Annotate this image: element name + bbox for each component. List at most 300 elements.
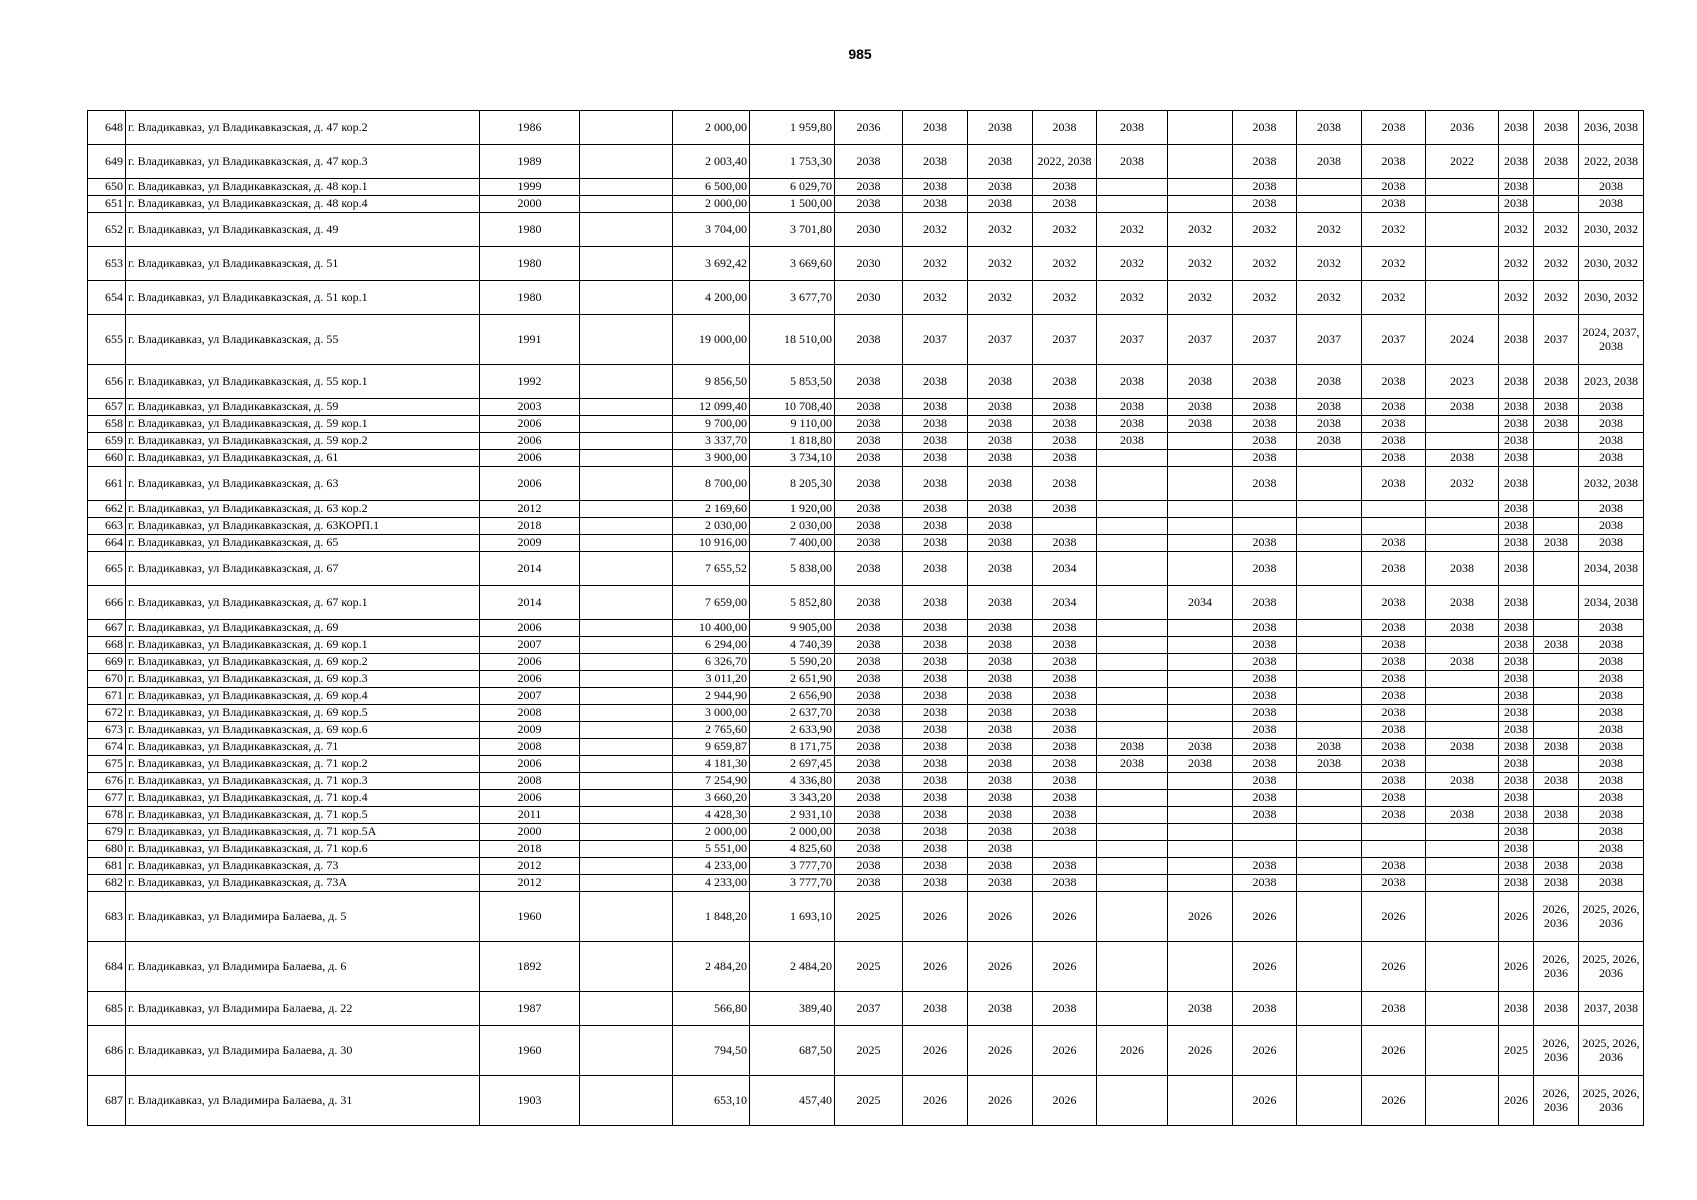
year-col-13-cell: 2022, 2038	[1579, 145, 1644, 179]
area-living-cell: 2 651,90	[750, 671, 835, 688]
year-col-8-cell	[1297, 875, 1362, 892]
year-col-6-cell	[1168, 705, 1233, 722]
year-col-11-cell: 2038	[1499, 620, 1534, 637]
area-total-cell: 3 000,00	[673, 705, 750, 722]
year-col-9-cell	[1362, 824, 1426, 841]
year-col-4-cell	[1033, 518, 1097, 535]
year-col-10-cell: 2023	[1426, 365, 1499, 399]
year-col-1-cell: 2038	[835, 586, 903, 620]
area-total-cell: 5 551,00	[673, 841, 750, 858]
year-col-8-cell	[1297, 637, 1362, 654]
year-col-10-cell	[1426, 281, 1499, 315]
year-col-10-cell: 2024	[1426, 315, 1499, 365]
year-col-13-cell: 2032, 2038	[1579, 467, 1644, 501]
year-col-1-cell: 2038	[835, 824, 903, 841]
year-col-8-cell	[1297, 790, 1362, 807]
year-col-10-cell: 2038	[1426, 654, 1499, 671]
row-number-cell: 685	[88, 992, 126, 1026]
year-col-10-cell: 2038	[1426, 620, 1499, 637]
year-col-13-cell: 2038	[1579, 196, 1644, 213]
area-total-cell: 2 000,00	[673, 111, 750, 145]
page-number: 985	[848, 46, 872, 62]
build-year-cell: 2014	[480, 586, 580, 620]
year-col-9-cell: 2038	[1362, 433, 1426, 450]
table-row	[88, 824, 1644, 841]
year-col-6-cell: 2038	[1168, 416, 1233, 433]
table-row	[88, 196, 1644, 213]
year-col-7-cell: 2038	[1233, 739, 1297, 756]
year-col-3-cell: 2038	[968, 179, 1033, 196]
year-col-1-cell: 2038	[835, 467, 903, 501]
year-col-10-cell: 2036	[1426, 111, 1499, 145]
area-living-cell: 3 777,70	[750, 858, 835, 875]
year-col-3-cell: 2038	[968, 722, 1033, 739]
area-living-cell: 9 905,00	[750, 620, 835, 637]
area-living-cell: 457,40	[750, 1076, 835, 1126]
year-col-8-cell	[1297, 824, 1362, 841]
year-col-3-cell: 2038	[968, 807, 1033, 824]
year-col-7-cell: 2038	[1233, 654, 1297, 671]
year-col-3-cell: 2038	[968, 756, 1033, 773]
year-col-9-cell: 2038	[1362, 450, 1426, 467]
year-col-11-cell: 2026	[1499, 892, 1534, 942]
address-cell: г. Владикавказ, ул Владикавказская, д. 63КОРП.1	[126, 518, 480, 535]
area-living-cell: 2 931,10	[750, 807, 835, 824]
year-col-4-cell: 2038	[1033, 671, 1097, 688]
year-col-10-cell: 2038	[1426, 552, 1499, 586]
year-col-11-cell: 2038	[1499, 841, 1534, 858]
empty-col-cell	[580, 501, 673, 518]
year-col-11-cell: 2038	[1499, 501, 1534, 518]
year-col-1-cell: 2038	[835, 858, 903, 875]
area-living-cell: 4 336,80	[750, 773, 835, 790]
year-col-1-cell: 2038	[835, 722, 903, 739]
year-col-12-cell: 2038	[1534, 111, 1579, 145]
year-col-9-cell: 2038	[1362, 586, 1426, 620]
year-col-2-cell: 2038	[903, 756, 968, 773]
year-col-7-cell: 2037	[1233, 315, 1297, 365]
year-col-10-cell	[1426, 756, 1499, 773]
area-total-cell: 2 944,90	[673, 688, 750, 705]
table-row	[88, 739, 1644, 756]
area-total-cell: 4 181,30	[673, 756, 750, 773]
year-col-6-cell	[1168, 196, 1233, 213]
empty-col-cell	[580, 196, 673, 213]
area-living-cell: 2 637,70	[750, 705, 835, 722]
year-col-9-cell: 2038	[1362, 807, 1426, 824]
row-number-cell: 681	[88, 858, 126, 875]
year-col-12-cell	[1534, 196, 1579, 213]
year-col-9-cell: 2026	[1362, 1076, 1426, 1126]
build-year-cell: 2000	[480, 824, 580, 841]
year-col-10-cell	[1426, 705, 1499, 722]
build-year-cell: 2018	[480, 841, 580, 858]
build-year-cell: 2012	[480, 875, 580, 892]
year-col-10-cell: 2038	[1426, 586, 1499, 620]
year-col-7-cell: 2026	[1233, 1076, 1297, 1126]
year-col-4-cell: 2038	[1033, 620, 1097, 637]
year-col-3-cell: 2026	[968, 892, 1033, 942]
year-col-3-cell: 2038	[968, 416, 1033, 433]
year-col-6-cell	[1168, 671, 1233, 688]
year-col-11-cell: 2032	[1499, 281, 1534, 315]
year-col-10-cell	[1426, 875, 1499, 892]
year-col-2-cell: 2026	[903, 1076, 968, 1126]
year-col-6-cell: 2038	[1168, 399, 1233, 416]
year-col-12-cell	[1534, 790, 1579, 807]
year-col-5-cell	[1097, 722, 1168, 739]
build-year-cell: 1999	[480, 179, 580, 196]
year-col-3-cell: 2038	[968, 111, 1033, 145]
year-col-6-cell	[1168, 467, 1233, 501]
housing-repair-table	[87, 110, 1644, 1126]
year-col-7-cell: 2038	[1233, 773, 1297, 790]
year-col-13-cell: 2034, 2038	[1579, 586, 1644, 620]
year-col-6-cell	[1168, 518, 1233, 535]
area-total-cell: 12 099,40	[673, 399, 750, 416]
empty-col-cell	[580, 450, 673, 467]
year-col-3-cell: 2038	[968, 501, 1033, 518]
year-col-1-cell: 2038	[835, 145, 903, 179]
year-col-9-cell: 2038	[1362, 654, 1426, 671]
year-col-9-cell: 2026	[1362, 1026, 1426, 1076]
year-col-1-cell: 2038	[835, 756, 903, 773]
year-col-6-cell	[1168, 179, 1233, 196]
year-col-2-cell: 2038	[903, 722, 968, 739]
year-col-1-cell: 2030	[835, 247, 903, 281]
year-col-6-cell: 2034	[1168, 586, 1233, 620]
year-col-6-cell	[1168, 111, 1233, 145]
address-cell: г. Владикавказ, ул Владикавказская, д. 47 кор.3	[126, 145, 480, 179]
year-col-6-cell	[1168, 688, 1233, 705]
year-col-13-cell: 2038	[1579, 807, 1644, 824]
table-row	[88, 705, 1644, 722]
table-row	[88, 535, 1644, 552]
year-col-6-cell	[1168, 841, 1233, 858]
year-col-9-cell: 2038	[1362, 179, 1426, 196]
year-col-1-cell: 2038	[835, 790, 903, 807]
table-row	[88, 365, 1644, 399]
area-living-cell: 6 029,70	[750, 179, 835, 196]
row-number-cell: 667	[88, 620, 126, 637]
year-col-4-cell: 2038	[1033, 807, 1097, 824]
year-col-2-cell: 2038	[903, 705, 968, 722]
build-year-cell: 2008	[480, 773, 580, 790]
year-col-12-cell	[1534, 467, 1579, 501]
year-col-8-cell	[1297, 1076, 1362, 1126]
empty-col-cell	[580, 535, 673, 552]
table-row	[88, 416, 1644, 433]
area-total-cell: 19 000,00	[673, 315, 750, 365]
empty-col-cell	[580, 807, 673, 824]
year-col-8-cell	[1297, 654, 1362, 671]
empty-col-cell	[580, 756, 673, 773]
year-col-10-cell	[1426, 247, 1499, 281]
year-col-7-cell: 2026	[1233, 1026, 1297, 1076]
address-cell: г. Владикавказ, ул Владимира Балаева, д. 5	[126, 892, 480, 942]
area-total-cell: 7 254,90	[673, 773, 750, 790]
year-col-10-cell	[1426, 790, 1499, 807]
year-col-11-cell: 2032	[1499, 247, 1534, 281]
area-total-cell: 3 337,70	[673, 433, 750, 450]
year-col-13-cell: 2038	[1579, 722, 1644, 739]
year-col-2-cell: 2038	[903, 399, 968, 416]
year-col-9-cell: 2038	[1362, 722, 1426, 739]
year-col-5-cell	[1097, 450, 1168, 467]
year-col-1-cell: 2038	[835, 739, 903, 756]
year-col-5-cell	[1097, 179, 1168, 196]
year-col-6-cell: 2032	[1168, 247, 1233, 281]
year-col-6-cell: 2032	[1168, 281, 1233, 315]
build-year-cell: 1989	[480, 145, 580, 179]
year-col-10-cell	[1426, 992, 1499, 1026]
year-col-13-cell: 2038	[1579, 671, 1644, 688]
year-col-10-cell: 2032	[1426, 467, 1499, 501]
year-col-3-cell: 2038	[968, 518, 1033, 535]
year-col-2-cell: 2038	[903, 467, 968, 501]
area-living-cell: 1 818,80	[750, 433, 835, 450]
year-col-11-cell: 2038	[1499, 722, 1534, 739]
table-row	[88, 247, 1644, 281]
address-cell: г. Владикавказ, ул Владикавказская, д. 59 кор.1	[126, 416, 480, 433]
area-total-cell: 3 900,00	[673, 450, 750, 467]
year-col-4-cell: 2038	[1033, 790, 1097, 807]
area-living-cell: 3 343,20	[750, 790, 835, 807]
year-col-10-cell	[1426, 841, 1499, 858]
year-col-8-cell	[1297, 858, 1362, 875]
year-col-12-cell: 2032	[1534, 247, 1579, 281]
year-col-6-cell	[1168, 450, 1233, 467]
year-col-13-cell: 2038	[1579, 637, 1644, 654]
year-col-9-cell: 2038	[1362, 773, 1426, 790]
table-row	[88, 518, 1644, 535]
area-total-cell: 653,10	[673, 1076, 750, 1126]
year-col-9-cell: 2038	[1362, 858, 1426, 875]
year-col-10-cell	[1426, 688, 1499, 705]
build-year-cell: 2006	[480, 756, 580, 773]
table-row	[88, 942, 1644, 992]
year-col-8-cell	[1297, 552, 1362, 586]
build-year-cell: 1987	[480, 992, 580, 1026]
year-col-1-cell: 2038	[835, 688, 903, 705]
address-cell: г. Владикавказ, ул Владикавказская, д. 63 кор.2	[126, 501, 480, 518]
year-col-1-cell: 2038	[835, 773, 903, 790]
address-cell: г. Владикавказ, ул Владимира Балаева, д. 6	[126, 942, 480, 992]
area-living-cell: 2 484,20	[750, 942, 835, 992]
row-number-cell: 687	[88, 1076, 126, 1126]
year-col-7-cell: 2032	[1233, 281, 1297, 315]
empty-col-cell	[580, 790, 673, 807]
table-row	[88, 501, 1644, 518]
year-col-2-cell: 2038	[903, 145, 968, 179]
year-col-7-cell: 2026	[1233, 942, 1297, 992]
area-living-cell: 1 693,10	[750, 892, 835, 942]
year-col-11-cell: 2026	[1499, 942, 1534, 992]
row-number-cell: 676	[88, 773, 126, 790]
area-living-cell: 389,40	[750, 992, 835, 1026]
year-col-7-cell: 2038	[1233, 992, 1297, 1026]
year-col-8-cell	[1297, 671, 1362, 688]
year-col-7-cell: 2038	[1233, 807, 1297, 824]
table-row	[88, 654, 1644, 671]
row-number-cell: 657	[88, 399, 126, 416]
empty-col-cell	[580, 315, 673, 365]
address-cell: г. Владикавказ, ул Владимира Балаева, д. 30	[126, 1026, 480, 1076]
area-living-cell: 7 400,00	[750, 535, 835, 552]
year-col-11-cell: 2038	[1499, 535, 1534, 552]
year-col-13-cell: 2030, 2032	[1579, 281, 1644, 315]
year-col-5-cell	[1097, 892, 1168, 942]
year-col-5-cell	[1097, 501, 1168, 518]
year-col-3-cell: 2038	[968, 654, 1033, 671]
year-col-2-cell: 2038	[903, 807, 968, 824]
year-col-5-cell: 2032	[1097, 247, 1168, 281]
area-living-cell: 1 753,30	[750, 145, 835, 179]
year-col-3-cell: 2032	[968, 247, 1033, 281]
year-col-7-cell	[1233, 824, 1297, 841]
area-total-cell: 794,50	[673, 1026, 750, 1076]
year-col-4-cell: 2038	[1033, 756, 1097, 773]
year-col-11-cell: 2038	[1499, 773, 1534, 790]
area-total-cell: 2 003,40	[673, 145, 750, 179]
year-col-2-cell: 2038	[903, 535, 968, 552]
year-col-8-cell: 2038	[1297, 416, 1362, 433]
year-col-12-cell: 2038	[1534, 858, 1579, 875]
year-col-6-cell: 2038	[1168, 739, 1233, 756]
year-col-4-cell: 2026	[1033, 892, 1097, 942]
area-total-cell: 2 484,20	[673, 942, 750, 992]
area-total-cell: 3 011,20	[673, 671, 750, 688]
year-col-1-cell: 2038	[835, 535, 903, 552]
area-living-cell: 1 500,00	[750, 196, 835, 213]
build-year-cell: 1980	[480, 213, 580, 247]
address-cell: г. Владикавказ, ул Владимира Балаева, д. 22	[126, 992, 480, 1026]
empty-col-cell	[580, 892, 673, 942]
year-col-7-cell: 2038	[1233, 111, 1297, 145]
area-total-cell: 2 000,00	[673, 196, 750, 213]
year-col-6-cell	[1168, 942, 1233, 992]
year-col-13-cell: 2034, 2038	[1579, 552, 1644, 586]
year-col-11-cell: 2038	[1499, 365, 1534, 399]
year-col-7-cell: 2038	[1233, 620, 1297, 637]
year-col-8-cell	[1297, 586, 1362, 620]
table-row	[88, 552, 1644, 586]
year-col-11-cell: 2038	[1499, 399, 1534, 416]
year-col-3-cell: 2038	[968, 586, 1033, 620]
year-col-8-cell: 2038	[1297, 433, 1362, 450]
year-col-12-cell	[1534, 841, 1579, 858]
year-col-7-cell: 2038	[1233, 756, 1297, 773]
year-col-5-cell	[1097, 552, 1168, 586]
year-col-7-cell: 2038	[1233, 196, 1297, 213]
year-col-9-cell: 2038	[1362, 196, 1426, 213]
area-living-cell: 2 656,90	[750, 688, 835, 705]
row-number-cell: 663	[88, 518, 126, 535]
year-col-3-cell: 2038	[968, 671, 1033, 688]
year-col-1-cell: 2025	[835, 942, 903, 992]
year-col-1-cell: 2038	[835, 552, 903, 586]
empty-col-cell	[580, 111, 673, 145]
year-col-2-cell: 2038	[903, 637, 968, 654]
year-col-11-cell: 2032	[1499, 213, 1534, 247]
year-col-1-cell: 2038	[835, 671, 903, 688]
table-row	[88, 315, 1644, 365]
build-year-cell: 1960	[480, 892, 580, 942]
year-col-12-cell: 2038	[1534, 992, 1579, 1026]
year-col-2-cell: 2038	[903, 179, 968, 196]
year-col-7-cell: 2026	[1233, 892, 1297, 942]
year-col-12-cell: 2026, 2036	[1534, 1076, 1579, 1126]
table-row	[88, 179, 1644, 196]
year-col-2-cell: 2032	[903, 213, 968, 247]
area-total-cell: 2 030,00	[673, 518, 750, 535]
area-total-cell: 8 700,00	[673, 467, 750, 501]
build-year-cell: 1903	[480, 1076, 580, 1126]
year-col-8-cell: 2038	[1297, 111, 1362, 145]
row-number-cell: 669	[88, 654, 126, 671]
area-total-cell: 4 233,00	[673, 858, 750, 875]
year-col-3-cell: 2038	[968, 841, 1033, 858]
year-col-8-cell	[1297, 450, 1362, 467]
year-col-2-cell: 2038	[903, 196, 968, 213]
address-cell: г. Владикавказ, ул Владикавказская, д. 55 кор.1	[126, 365, 480, 399]
year-col-9-cell: 2038	[1362, 399, 1426, 416]
table-row	[88, 1076, 1644, 1126]
year-col-8-cell	[1297, 841, 1362, 858]
area-total-cell: 2 765,60	[673, 722, 750, 739]
empty-col-cell	[580, 620, 673, 637]
year-col-8-cell	[1297, 1026, 1362, 1076]
year-col-6-cell	[1168, 433, 1233, 450]
year-col-7-cell: 2038	[1233, 450, 1297, 467]
year-col-2-cell: 2038	[903, 518, 968, 535]
year-col-13-cell: 2038	[1579, 518, 1644, 535]
address-cell: г. Владикавказ, ул Владикавказская, д. 69 кор.1	[126, 637, 480, 654]
table-row	[88, 111, 1644, 145]
row-number-cell: 677	[88, 790, 126, 807]
row-number-cell: 659	[88, 433, 126, 450]
year-col-2-cell: 2026	[903, 942, 968, 992]
year-col-8-cell	[1297, 688, 1362, 705]
year-col-11-cell: 2038	[1499, 450, 1534, 467]
year-col-5-cell: 2038	[1097, 145, 1168, 179]
address-cell: г. Владикавказ, ул Владикавказская, д. 71 кор.2	[126, 756, 480, 773]
build-year-cell: 1980	[480, 281, 580, 315]
year-col-12-cell	[1534, 501, 1579, 518]
year-col-7-cell: 2038	[1233, 535, 1297, 552]
year-col-4-cell: 2038	[1033, 467, 1097, 501]
year-col-13-cell: 2038	[1579, 858, 1644, 875]
year-col-9-cell: 2038	[1362, 145, 1426, 179]
year-col-13-cell: 2038	[1579, 450, 1644, 467]
year-col-5-cell	[1097, 637, 1168, 654]
year-col-3-cell: 2037	[968, 315, 1033, 365]
address-cell: г. Владикавказ, ул Владикавказская, д. 47 кор.2	[126, 111, 480, 145]
year-col-2-cell: 2037	[903, 315, 968, 365]
year-col-1-cell: 2038	[835, 315, 903, 365]
year-col-5-cell: 2038	[1097, 399, 1168, 416]
empty-col-cell	[580, 688, 673, 705]
year-col-7-cell	[1233, 501, 1297, 518]
year-col-8-cell	[1297, 179, 1362, 196]
year-col-2-cell: 2038	[903, 620, 968, 637]
year-col-5-cell	[1097, 1076, 1168, 1126]
year-col-12-cell: 2038	[1534, 637, 1579, 654]
area-living-cell: 1 920,00	[750, 501, 835, 518]
year-col-1-cell: 2038	[835, 654, 903, 671]
build-year-cell: 2009	[480, 535, 580, 552]
year-col-7-cell: 2038	[1233, 858, 1297, 875]
